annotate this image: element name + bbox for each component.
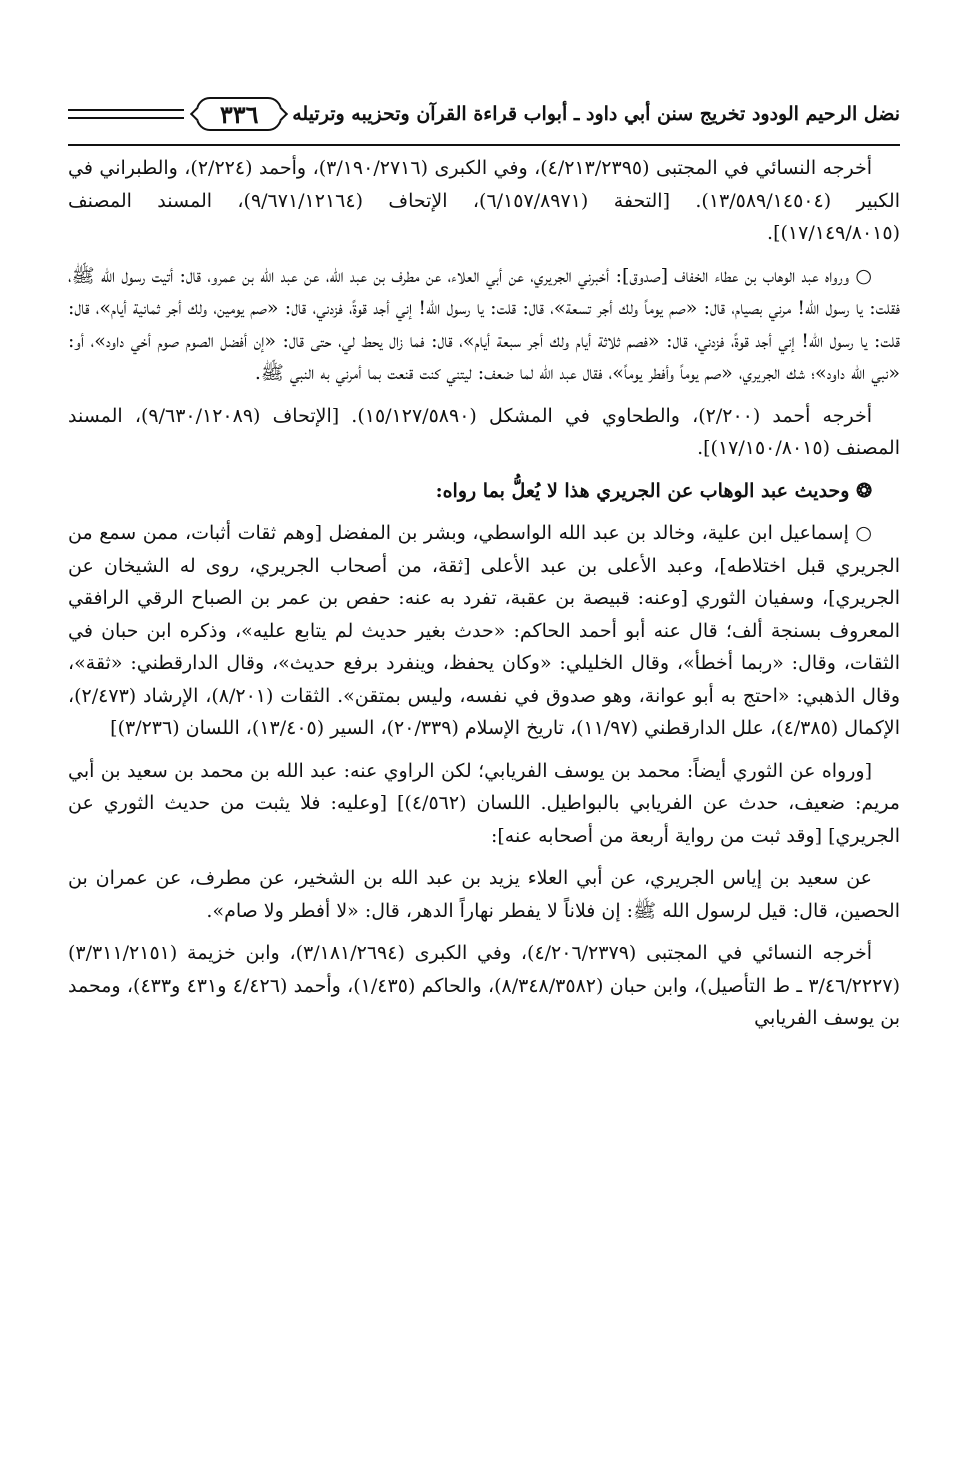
paragraph-takhrij-3: أخرجه النسائي في المجتبى (٤/٢٠٦/٢٣٧٩)، وفي الكبرى (٣/١٨١/٢٦٩٤)، وابن خزيمة (٣/٣١١/٢١٥١) (٣/٤٦/٢٢٢٧ ـ ط التأصيل)، وابن حبان (٨/٣٤٨/٣٥٨٢)، والحاكم (١/٤٣٥)، وأحمد (٤/٤٢٦ و٤٣١ و٤٣٣)، ومحمد بن يوسف الفريابي xyxy=(68,942,900,1029)
page-body xyxy=(68,152,900,1035)
paragraph-thawri-note: [ورواه عن الثوري أيضاً: محمد بن يوسف الفريابي؛ لكن الراوي عنه: عبد الله بن محمد بن سعيد بن أبي مريم: ضعيف، حدث عن الفريابي بالبواطيل. اللسان (٤/٥٦٢)] [وعليه: فلا يثبت من حديث الثوري عن الجريري] [وقد ثبت من رواية أربعة من أصحابه عنه]: xyxy=(68,759,900,847)
running-header xyxy=(68,88,900,140)
paragraph-takhrij-2: أخرجه أحمد (٢/٢٠٠)، والطحاوي في المشكل (١٥/١٢٧/٥٨٩٠). [الإتحاف (٩/٦٣٠/١٢٠٨٩)، المسند المصنف (١٧/١٥٠/٨٠١٥)]. xyxy=(68,404,900,459)
header-rule xyxy=(68,109,184,119)
page-number-badge: ٣٣٦ xyxy=(196,97,282,131)
page xyxy=(68,88,900,1045)
paragraph-heading-illa: ❂ وحديث عبد الوهاب عن الجريري هذا لا يُعلُّ بما رواه: xyxy=(435,479,872,502)
paragraph-riwaya-wahhab: ○ ورواه عبد الوهاب بن عطاء الخفاف [صدوق]: أخبرني الجريري، عن أبي العلاء، عن مطرف بن عبد الله، عن عبد الله بن عمرو، قال: أتيت رسول الله ﷺ، فقلت: يا رسول الله! مرني بصيام، قال: «صم يوماً ولك أجر تسعة»، قال: قلت: يا رسول الله! إني أجد قوةً، فزدني، قال: «صم يومين، ولك أجر ثمانية أيام»، قال: قلت: يا رسول الله! إني أجد قوةً، فزدني، قال: «فصم ثلاثة أيام ولك أجر سبعة أيام»، قال: فما زال يحط لي، حتى قال: «إن أفضل الصوم صوم أخي داود»، أو: «نبي الله داود»؛ شك الجريري، «صم يوماً وأفطر يوماً»، فقال عبد الله لما ضعف: ليتني كنت قنعت بما أمرني به النبي ﷺ. xyxy=(68,264,900,384)
running-title: نضل الرحيم الودود تخريج سنن أبي داود ـ أبواب قراءة القرآن وتحزيبه وترتيله xyxy=(292,103,900,125)
header-divider xyxy=(68,144,900,146)
paragraph-ruwat-list: ○ إسماعيل ابن علية، وخالد بن عبد الله الواسطي، وبشر بن المفضل [وهم ثقات أثبات، ممن سمع من الجريري قبل اختلاطه]، وعبد الأعلى بن عبد الأعلى [ثقة، من أصحاب الجريري، روى له الشيخان عن الجريري]، وسفيان الثوري [وعنه: قبيصة بن عقبة، تفرد به عنه: حفص بن عمر بن الصباح الرقي الرافقي المعروف بسنجة ألف؛ قال عنه أبو أحمد الحاكم: «حدث بغير حديث لم يتابع عليه»، وذكره ابن حبان في الثقات، وقال: «ربما أخطأ»، وقال الخليلي: «وكان يحفظ، وينفرد برفع حديث»، وقال الدارقطني: «ثقة»، وقال الذهبي: «احتج به أبو عوانة، وهو صدوق في نفسه، وليس بمتقن». الثقات (٨/٢٠١)، الإرشاد (٢/٤٧٣)، الإكمال (٤/٣٨٥)، علل الدارقطني (١١/٩٧)، تاريخ الإسلام (٢٠/٣٣٩)، السير (١٣/٤٠٥)، اللسان (٣/٢٣٦)] xyxy=(68,522,900,739)
paragraph-hadith-imran: عن سعيد بن إياس الجريري، عن أبي العلاء يزيد بن عبد الله بن الشخير، عن مطرف، عن عمران بن الحصين، قال: قيل لرسول الله ﷺ: إن فلاناً لا يفطر نهاراً الدهر، قال: «لا أفطر ولا صام». xyxy=(68,867,900,922)
paragraph-takhrij-1: أخرجه النسائي في المجتبى (٤/٢١٣/٢٣٩٥)، وفي الكبرى (٣/١٩٠/٢٧١٦)، وأحمد (٢/٢٢٤)، والطبراني في الكبير (١٣/٥٨٩/١٤٥٠٤). [التحفة (٦/١٥٧/٨٩٧١)، الإتحاف (٩/٦٧١/١٢١٦٤)، المسند المصنف (١٧/١٤٩/٨٠١٥)]. xyxy=(68,157,900,244)
